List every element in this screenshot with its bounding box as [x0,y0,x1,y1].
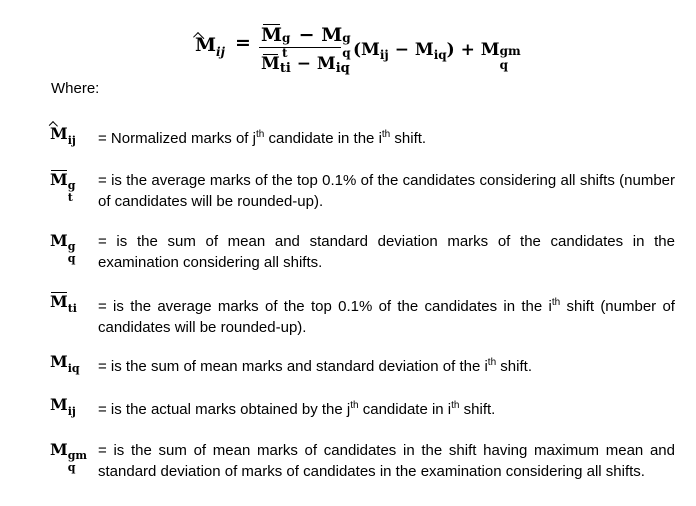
paren-minus: − [394,40,409,60]
symbol-base: M [50,395,68,414]
definition-symbol [50,352,80,375]
symbol-sub: ij [67,134,76,147]
formula-numerator [261,24,352,60]
definition-symbol [50,395,76,418]
numerator-term-a-sup: g [282,31,291,45]
paren-open: ( [353,40,362,60]
numerator-term-a: M [261,24,283,46]
symbol-base: M [50,352,68,371]
denominator-term-a-sub: ti [279,61,291,76]
symbol-base: M [50,292,68,311]
formula-denominator [261,54,350,76]
symbol-sub: iq [67,362,80,375]
symbol-sub: q [67,252,76,265]
where-label: Where: [51,80,100,97]
definition-symbol [50,124,76,147]
paren-term-b-sub: iq [433,48,447,62]
definition-symbol [50,170,78,204]
definition-symbol [50,292,77,315]
formula-plus: + [460,40,475,60]
paren-close: ) [446,40,455,60]
definition-text: = is the average marks of the top 0.1% of the candidates in the $i^{th}$ shift (number of candidates will be rounded-up). [98,297,675,336]
symbol-sub: q [67,461,76,474]
formula-equals: = [235,32,251,54]
paren-term-b: M [414,40,434,60]
symbol-sub: ij [67,405,76,418]
formula-parenthesized [353,40,521,72]
symbol-sub: t [67,191,73,204]
formula-lhs-symbol: M [195,34,217,56]
last-term-sup: gm [499,44,521,58]
denominator-minus: − [296,54,311,74]
normalization-formula [195,14,575,84]
formula-lhs [195,34,225,59]
last-term: M [480,40,500,60]
formula-lhs-subscript: ij [216,45,225,59]
denominator-term-b: M [316,54,336,74]
symbol-sup: g [67,240,76,253]
symbol-sub: ti [67,302,77,315]
symbol-base: M [50,231,68,250]
denominator-term-a: M [261,54,280,74]
symbol-base: M [50,170,68,189]
numerator-term-b-sub: q [342,46,351,60]
symbol-base: M [50,124,68,143]
definition-text: = is the sum of mean and standard deviation marks of the candidates in the examination considering all shifts. [98,233,675,271]
paren-term-a-sub: ij [379,48,389,62]
definition-symbol [50,231,78,265]
definition-text: = is the average marks of the top 0.1% of the candidates considering all shifts (number of candidates will be rounded-up). [98,172,675,210]
last-term-sub: q [499,58,509,72]
definition-text: = is the sum of mean marks of candidates in the shift having maximum mean and standard deviation of marks of candidates in the examination considering all shifts. [98,442,675,480]
definition-symbol [50,440,88,474]
denominator-term-b-sub: iq [335,61,350,76]
numerator-term-b-sup: g [342,31,351,45]
definition-text: = is the actual marks obtained by the $j^{th}$ candidate in $i^{th}$ shift. [98,400,496,418]
paren-term-a: M [361,40,380,60]
symbol-sup: g [67,179,76,192]
symbol-sup: gm [67,449,88,462]
symbol-base: M [50,440,68,459]
numerator-term-a-sub: t [282,46,288,60]
numerator-minus: − [298,24,315,46]
numerator-term-b: M [321,24,343,46]
fraction-bar [259,47,341,48]
definition-text: = Normalized marks of $j^{th}$ candidate in the $i^{th}$ shift. [98,129,427,147]
definition-text: = is the sum of mean marks and standard deviation of the $i^{th}$ shift. [98,357,532,375]
